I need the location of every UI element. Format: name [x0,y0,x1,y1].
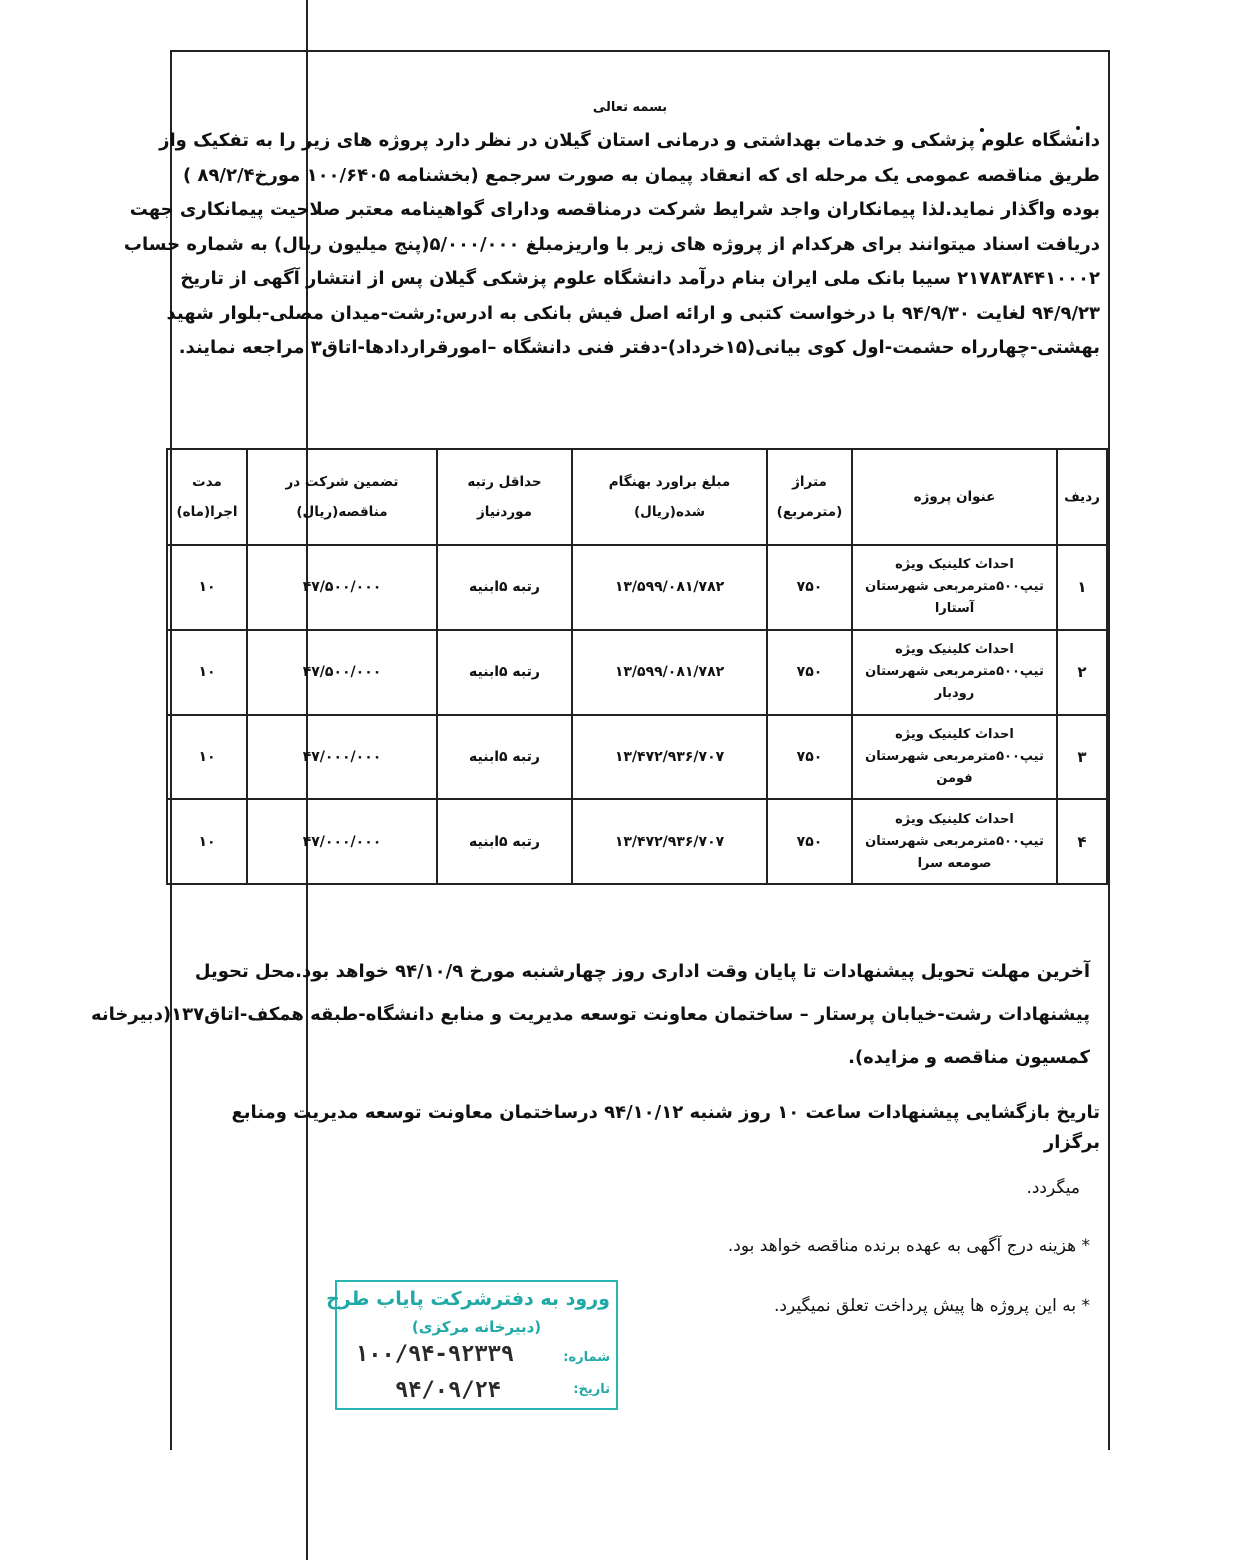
projects-table [166,448,1108,885]
intro-line: بوده واگذار نماید.لذا پیمانکاران واجد شرایط شرکت درمناقصه ودارای گواهینامه معتبر صلاحیت پیمانکاری جهت [129,199,1100,220]
deadline-paragraph [90,950,1090,1079]
cell-project-title: احداث کلینیک ویژه تیپ۵۰۰مترمربعی شهرستان آستارا [852,545,1057,630]
header-estimate: مبلغ براورد بهنگام شده(ریال) [572,449,767,545]
deadline-line: آخرین مهلت تحویل پیشنهادات تا پایان وقت اداری روز چهارشنبه مورخ ۹۴/۱۰/۹ خواهد بود.محل تحویل [194,961,1090,982]
cell-duration: ۱۰ [167,799,247,884]
cell-area: ۷۵۰ [767,630,852,715]
cell-project-title: احداث کلینیک ویژه تیپ۵۰۰مترمربعی شهرستان فومن [852,715,1057,800]
cell-guarantee: ۴۷/۵۰۰/۰۰۰ [247,545,437,630]
page-heading: بسمه تعالی [592,100,668,115]
opening-date-end: میگردد. [1026,1178,1080,1198]
deadline-line: پیشنهادات رشت-خیابان پرستار – ساختمان معاونت توسعه مدیریت و منابع دانشگاه-طبقه همکف-اتاق۱۳۷(دبیرخانه [90,1004,1090,1025]
deadline-line: کمسیون مناقصه و مزایده). [848,1047,1090,1068]
cell-row-number: ۳ [1057,715,1107,800]
cell-estimate: ۱۳/۵۹۹/۰۸۱/۷۸۲ [572,630,767,715]
cell-duration: ۱۰ [167,545,247,630]
cell-rank: رتبه ۵ابنیه [437,715,572,800]
cell-area: ۷۵۰ [767,715,852,800]
cell-row-number: ۱ [1057,545,1107,630]
cell-estimate: ۱۳/۵۹۹/۰۸۱/۷۸۲ [572,545,767,630]
cell-duration: ۱۰ [167,630,247,715]
note-ad-cost: * هزینه درج آگهی به عهده برنده مناقصه خواهد بود. [727,1236,1090,1256]
handwritten-number: ۱۰۰/۹۴-۹۲۳۳۹ [355,1342,514,1367]
cell-rank: رتبه ۵ابنیه [437,799,572,884]
intro-line: دانشگاه علوم پزشکی و خدمات بهداشتی و درمانی استان گیلان در نظر دارد پروژه های زیر را به تفکیک واز [159,130,1100,151]
handwritten-date: ۹۴/۰۹/۲۴ [395,1378,501,1403]
table-row [167,715,1107,800]
cell-area: ۷۵۰ [767,799,852,884]
table-row [167,545,1107,630]
table-row [167,630,1107,715]
header-duration: مدت اجرا(ماه) [167,449,247,545]
intro-line: طریق مناقصه عمومی یک مرحله ای که انعقاد پیمان به صورت سرجمع (بخشنامه ۱۰۰/۶۴۰۵ مورخ۸۹/۲/۴ ) [182,164,1100,186]
intro-line: ۲۱۷۸۳۸۴۴۱۰۰۰۲ سیبا بانک ملی ایران بنام درآمد دانشگاه علوم پزشکی گیلان پس از انتشار آگهی از تاریخ [180,268,1100,289]
header-project-title: عنوان پروژه [852,449,1057,545]
cell-row-number: ۴ [1057,799,1107,884]
cell-project-title: احداث کلینیک ویژه تیپ۵۰۰مترمربعی شهرستان صومعه سرا [852,799,1057,884]
header-area: متراژ (مترمربع) [767,449,852,545]
cell-rank: رتبه ۵ابنیه [437,545,572,630]
cell-project-title: احداث کلینیک ویژه تیپ۵۰۰مترمربعی شهرستان رودبار [852,630,1057,715]
opening-date-text: تاریخ بازگشایی پیشنهادات ساعت ۱۰ روز شنبه ۹۴/۱۰/۱۲ درساختمان معاونت توسعه مدیریت ومنابع برگزار [231,1102,1100,1153]
table-row [167,799,1107,884]
cell-guarantee: ۴۷/۵۰۰/۰۰۰ [247,630,437,715]
header-rank: حداقل رتبه موردنیاز [437,449,572,545]
cell-estimate: ۱۳/۴۷۲/۹۳۶/۷۰۷ [572,799,767,884]
cell-duration: ۱۰ [167,715,247,800]
header-guarantee: تضمین شرکت در مناقصه(ریال) [247,449,437,545]
intro-line: ۹۴/۹/۲۳ لغایت ۹۴/۹/۳۰ با درخواست کتبی و ارائه اصل فیش بانکی به ادرس:رشت-میدان مصلی-بلوار شهید [166,302,1100,324]
table-header-row [167,449,1107,545]
cell-rank: رتبه ۵ابنیه [437,630,572,715]
note-prepayment: * به این پروژه ها پیش پرداخت تعلق نمیگیرد. [774,1296,1090,1316]
cell-estimate: ۱۳/۴۷۲/۹۳۶/۷۰۷ [572,715,767,800]
cell-row-number: ۲ [1057,630,1107,715]
stamp-title: ورود به دفترشرکت پایاب طرح [326,1288,610,1310]
cell-guarantee: ۴۷/۰۰۰/۰۰۰ [247,715,437,800]
intro-line: بهشتی-چهارراه حشمت-اول کوی بیانی(۱۵خرداد)-دفتر فنی دانشگاه –امورقراردادها-اتاق۳ مراجعه نمایند. [178,337,1100,358]
header-row-number: ردیف [1057,449,1107,545]
cell-guarantee: ۴۷/۰۰۰/۰۰۰ [247,799,437,884]
stamp-date-label: تاریخ: [573,1382,610,1397]
intro-line: دریافت اسناد میتوانند برای هرکدام از پروژه های زیر با واریزمبلغ ۵/۰۰۰/۰۰۰(پنج میلیون ریال) به شماره حساب [123,233,1100,255]
intro-paragraph [123,124,1100,366]
stamp-subtitle: (دبیرخانه مرکزی) [411,1318,542,1336]
cell-area: ۷۵۰ [767,545,852,630]
stamp-number-label: شماره: [563,1350,610,1365]
